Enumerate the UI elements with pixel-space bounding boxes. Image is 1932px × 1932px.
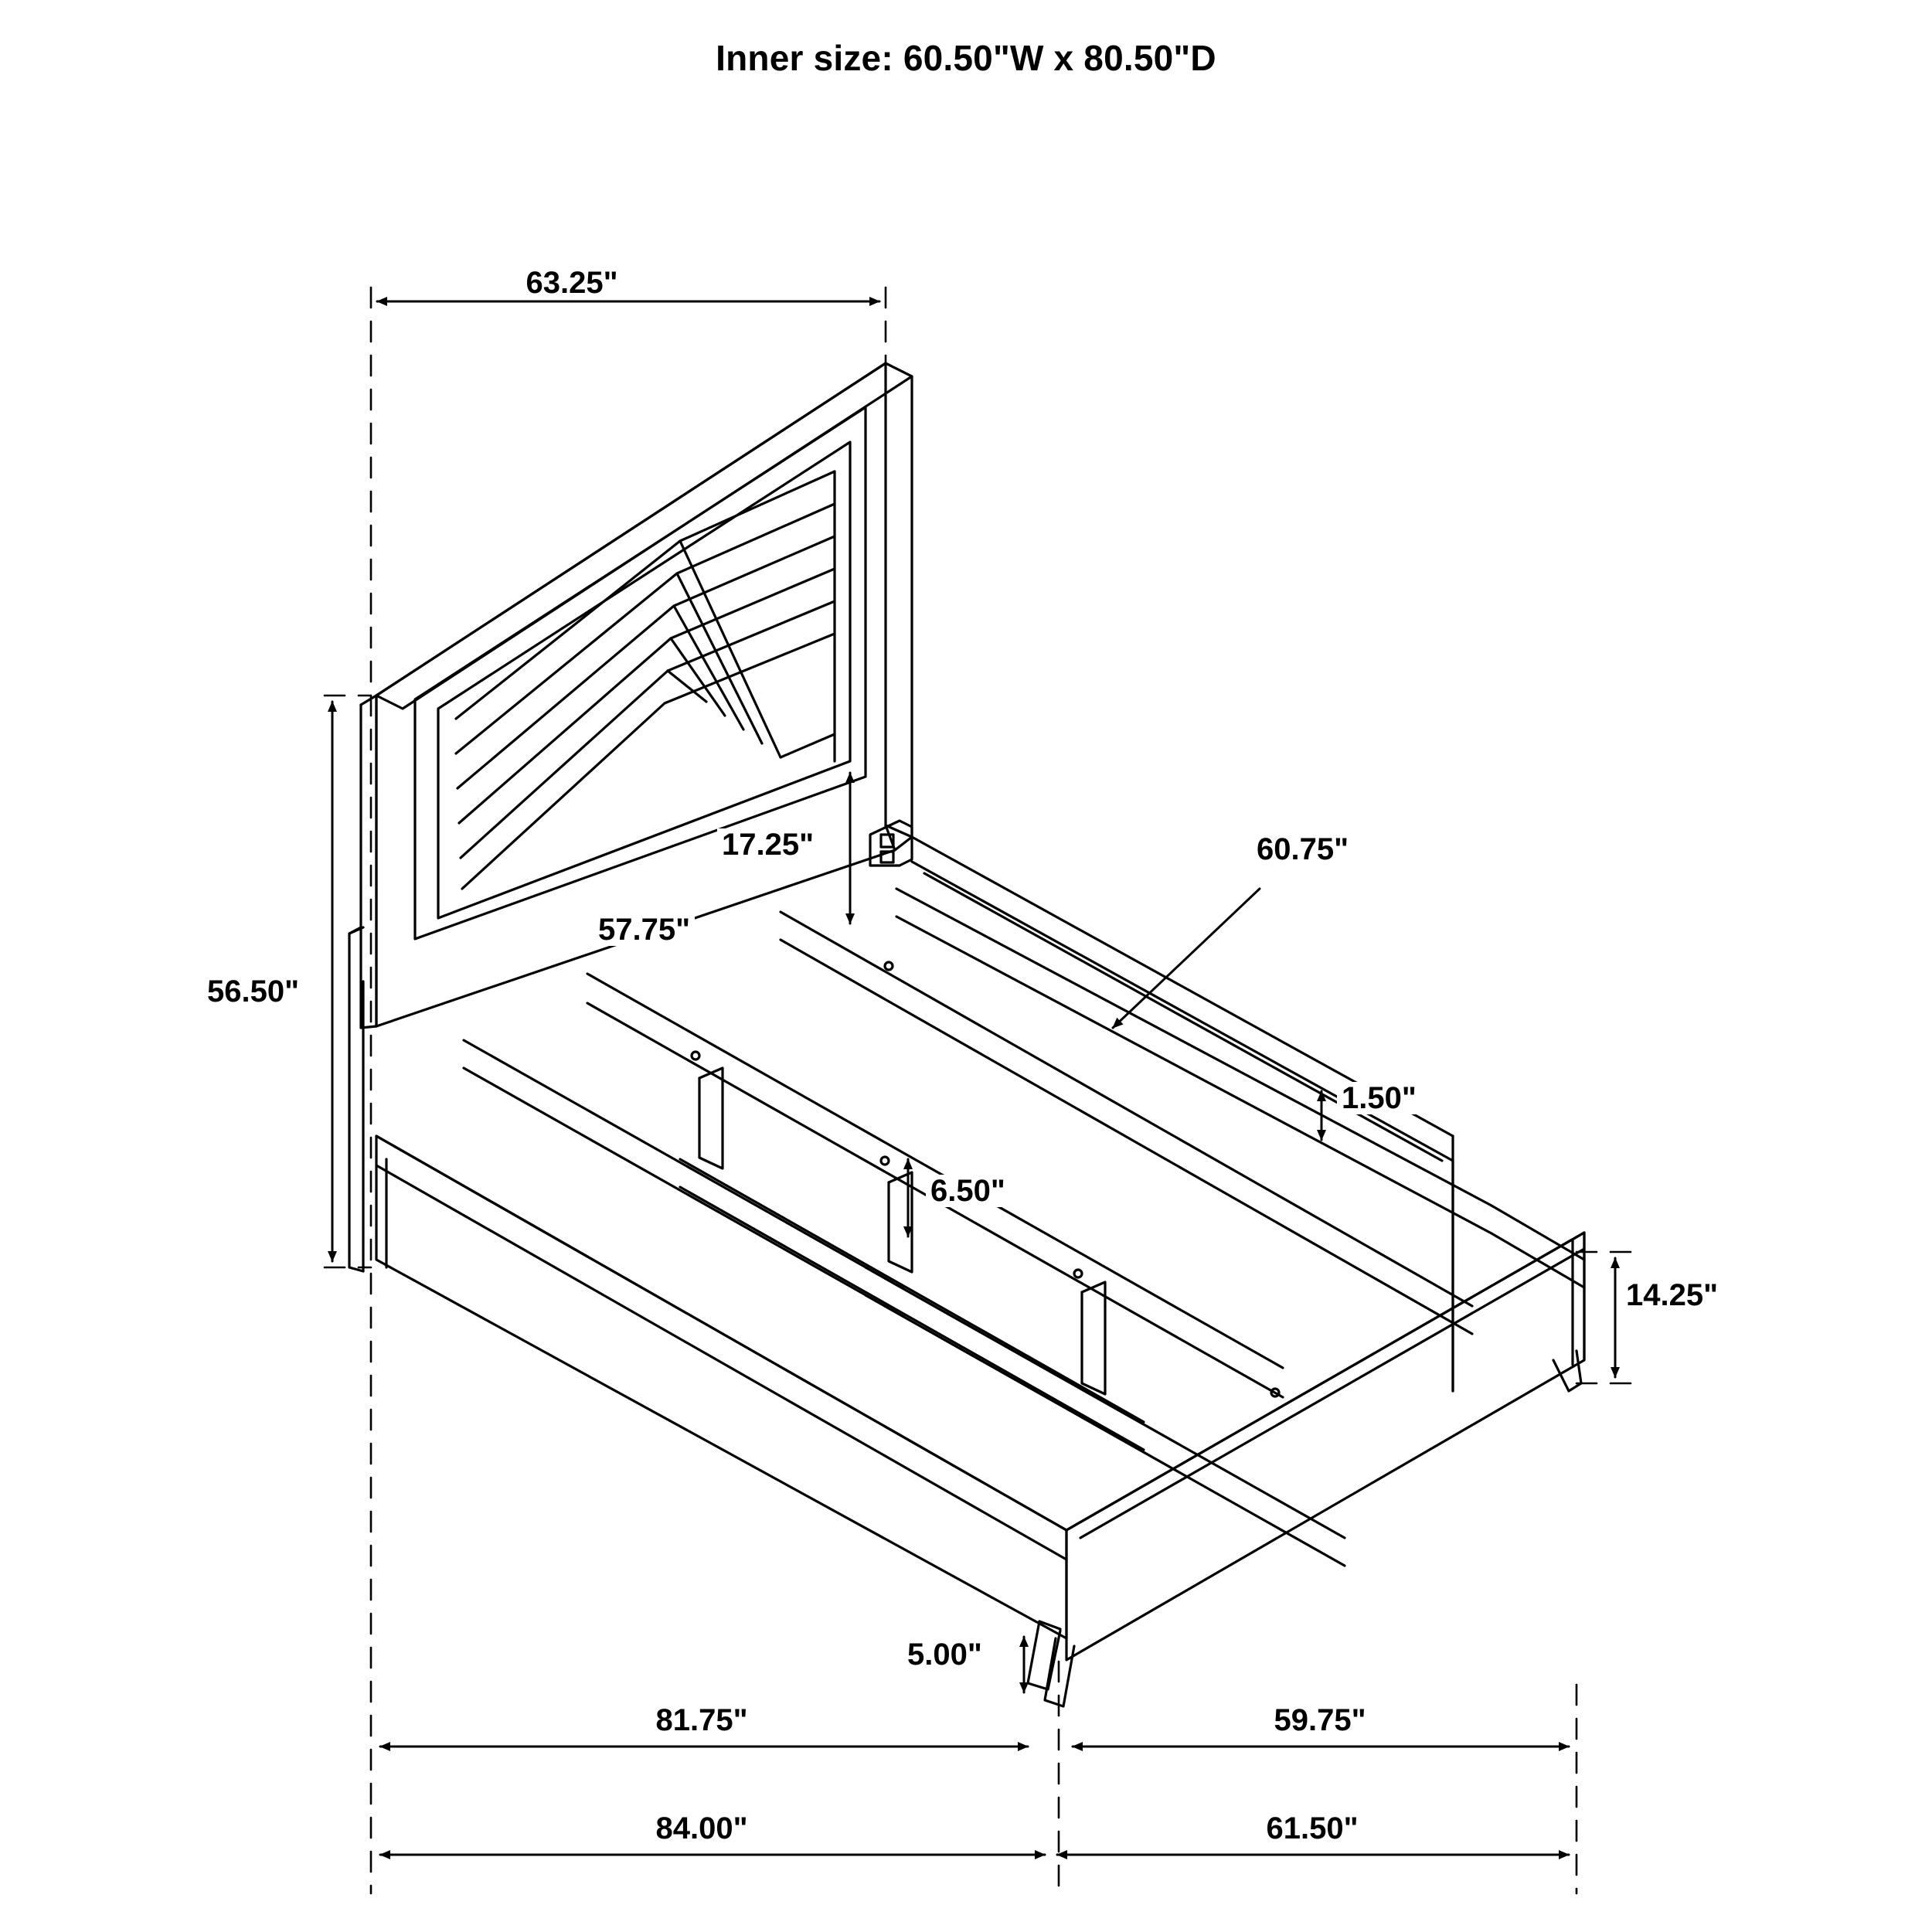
dimension-headboard-inner-height: 57.75" bbox=[594, 913, 695, 946]
dimension-rail-top-thickness: 1.50" bbox=[1337, 1082, 1421, 1114]
dimension-rail-width: 60.75" bbox=[1252, 833, 1353, 866]
dimension-footboard-height: 14.25" bbox=[1621, 1279, 1723, 1311]
dimension-frame-width-outer: 61.50" bbox=[1261, 1812, 1362, 1845]
dimension-slat-support-height: 6.50" bbox=[926, 1175, 1010, 1207]
dimension-headboard-panel-height: 17.25" bbox=[717, 828, 818, 861]
page-title: Inner size: 60.50"W x 80.50"D bbox=[716, 38, 1216, 78]
dimension-frame-width-inner: 59.75" bbox=[1269, 1704, 1370, 1736]
dimension-frame-length-inner: 81.75" bbox=[651, 1704, 752, 1736]
dimension-foot-leg-height: 5.00" bbox=[903, 1638, 987, 1671]
dimension-frame-length-outer: 84.00" bbox=[651, 1812, 752, 1845]
dimension-headboard-width: 63.25" bbox=[521, 267, 622, 299]
dimension-headboard-total-height: 56.50" bbox=[202, 975, 304, 1008]
